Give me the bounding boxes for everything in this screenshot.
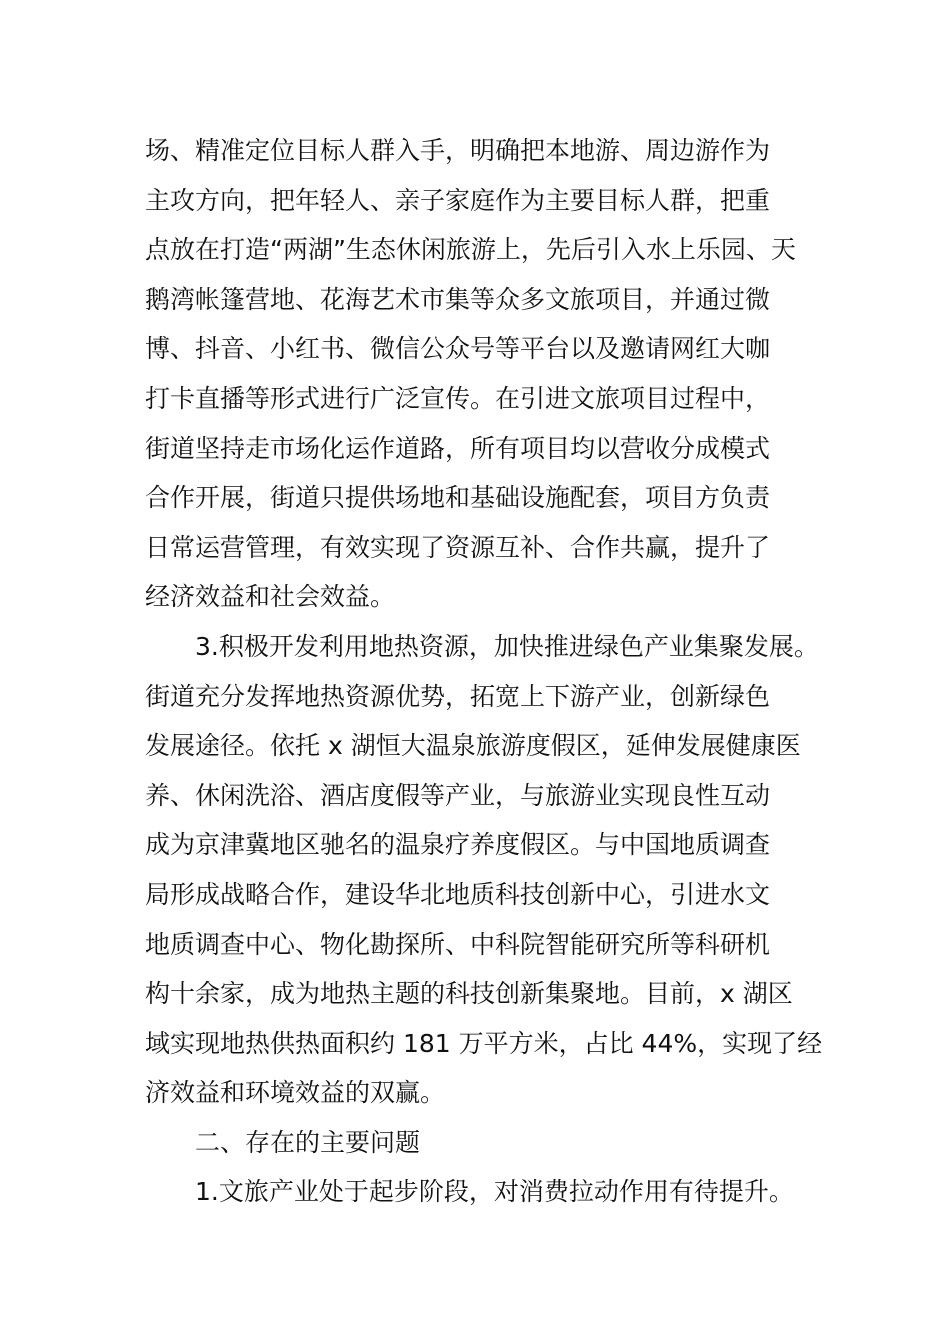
text-line: 养、休闲洗浴、酒店度假等产业，与旅游业实现良性互动 <box>145 780 771 810</box>
text-line: 场、精准定位目标人群入手，明确把本地游、周边游作为 <box>145 136 771 165</box>
subheading-1: 1.文旅产业处于起步阶段，对消费拉动作用有待提升。 <box>195 1177 794 1207</box>
text-line: 鹅湾帐篷营地、花海艺术市集等众多文旅项目，并通过微 <box>145 284 771 314</box>
section-heading-3: 3.积极开发利用地热资源，加快推进绿色产业集聚发展。 <box>195 631 819 661</box>
text-line: 街道坚持走市场化运作道路，所有项目均以营收分成模式 <box>145 433 771 463</box>
text-line: 主攻方向，把年轻人、亲子家庭作为主要目标人群，把重 <box>145 185 771 215</box>
text-line: 局形成战略合作，建设华北地质科技创新中心，引进水文 <box>145 879 771 909</box>
text-line: 日常运营管理，有效实现了资源互补、合作共赢，提升了 <box>145 532 771 562</box>
text-line: 济效益和环境效益的双赢。 <box>145 1078 446 1108</box>
text-line: 经济效益和社会效益。 <box>145 582 396 612</box>
text-line: 地质调查中心、物化勘探所、中科院智能研究所等科研机 <box>145 929 771 959</box>
text-line: 发展途径。依托 x 湖恒大温泉旅游度假区，延伸发展健康医 <box>145 731 801 761</box>
section-heading-problems: 二、存在的主要问题 <box>195 1127 421 1157</box>
document-body <box>145 126 823 1217</box>
text-line: 打卡直播等形式进行广泛宣传。在引进文旅项目过程中， <box>145 383 771 413</box>
text-line: 域实现地热供热面积约 181 万平方米，占比 44%，实现了经 <box>145 1028 823 1058</box>
text-line: 博、抖音、小红书、微信公众号等平台以及邀请网红大咖 <box>145 334 771 364</box>
text-line: 构十余家，成为地热主题的科技创新集聚地。目前，x 湖区 <box>145 979 793 1009</box>
text-line: 点放在打造“两湖”生态休闲旅游上，先后引入水上乐园、天 <box>145 235 796 265</box>
text-line: 街道充分发挥地热资源优势，拓宽上下游产业，创新绿色 <box>145 681 771 711</box>
text-line: 合作开展，街道只提供场地和基础设施配套，项目方负责 <box>145 483 771 513</box>
text-line: 成为京津冀地区驰名的温泉疗养度假区。与中国地质调查 <box>145 830 771 860</box>
